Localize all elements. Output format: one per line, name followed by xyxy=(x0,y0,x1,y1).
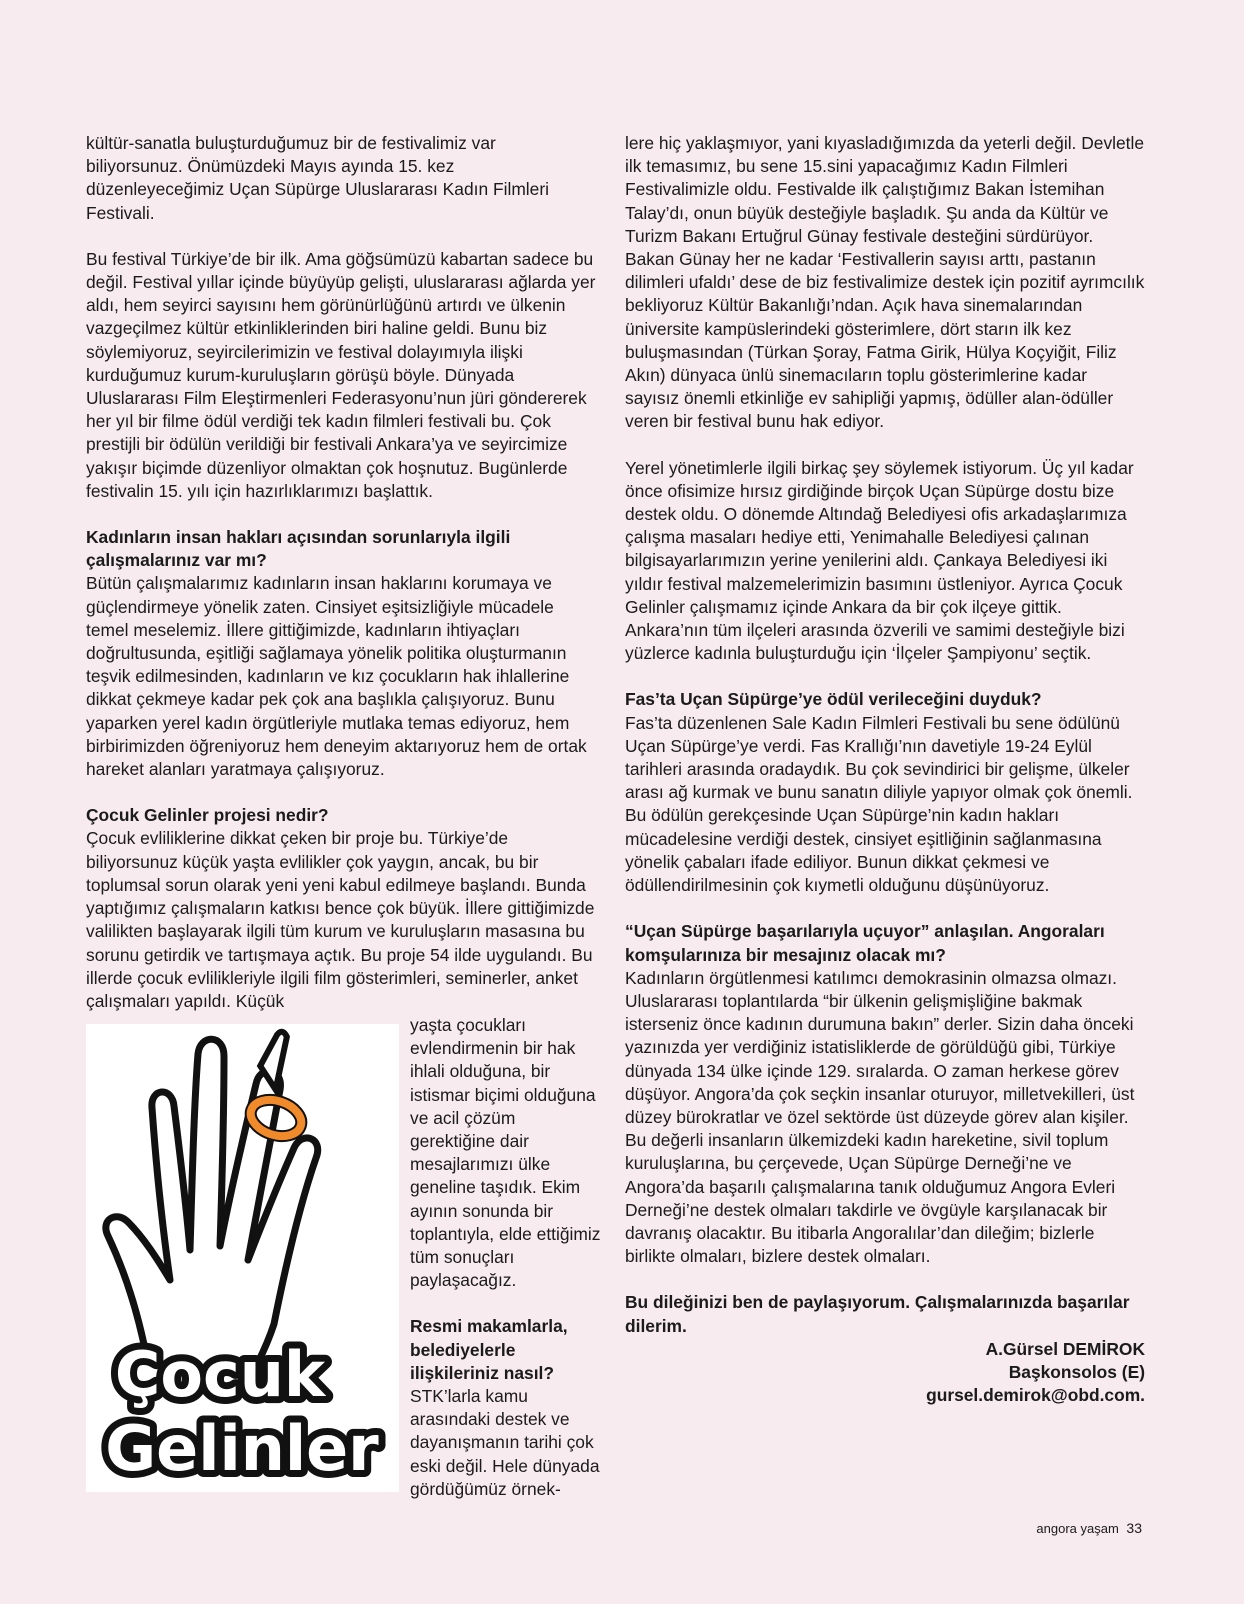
signature-title: Başkonsolos (E) xyxy=(1008,1361,1145,1382)
hand-outline-icon xyxy=(106,1039,318,1376)
question-heading: “Uçan Süpürge başarılarıyla uçuyor” anlaşılan. Angoraları komşularınıza bir mesajınız olacak mı? xyxy=(625,921,1105,965)
paragraph: Yerel yönetimlerle ilgili birkaç şey söylemek istiyorum. Üç yıl kadar önce ofisimize hırsız girdiğinde birçok Uçan Süpürge dostu bize destek oldu. O dönemde Altındağ Belediyesi ofis arkadaşlarımıza çalışma masaları hediye etti, Yenimahalle Belediyesi çalınan bilgisayarlarımızın yerine yenilerini aldı. Çankaya Belediyesi iki yıldır festival malzemelerimizin basımını üstleniyor. Ayrıca Çocuk Gelinler çalışmamız içinde Ankara da bir çok ilçeye gittik. Ankara’nın tüm ilçeleri arasında özverili ve samimi desteğiyle bizi yüzlerce kadınla buluşturduğu için ‘İlçeler Şampiyonu’ seçtik. xyxy=(625,457,1134,664)
question-heading: Fas’ta Uçan Süpürge’ye ödül verileceğini duyduk? xyxy=(625,689,1042,710)
page-number: 33 xyxy=(1126,1520,1142,1536)
left-column xyxy=(86,132,596,1013)
closing-remark: Bu dileğinizi ben de paylaşıyorum. Çalışmalarınızda başarılar dilerim. xyxy=(625,1292,1130,1336)
right-column xyxy=(625,132,1145,1407)
wrap-column xyxy=(410,1014,602,1501)
poster-title-line2: Gelinler xyxy=(105,1412,379,1485)
paragraph: yaşta çocukları evlendirmenin bir hak ihlali olduğuna, bir istismar biçimi olduğuna ve acil çözüm gerektiğine dair mesajlarımızı ülke geneline taşıdık. Ekim ayının sonunda bir toplantıyla, elde ettiğimiz tüm sonuçları paylaşacağız. xyxy=(410,1015,601,1291)
question-heading: Kadınların insan hakları açısından sorunlarıyla ilgili çalışmalarınız var mı? xyxy=(86,527,511,571)
answer-paragraph: Fas’ta düzenlenen Sale Kadın Filmleri Festivali bu sene ödülünü Uçan Süpürge’ye verdi. Fas Krallığı’nın davetiyle 19-24 Eylül tarihleri arasında oradaydık. Bu çok sevindirici bir gelişme, ülkeler arası ağ kurmak ve bunu sanatın diliyle yapıyor olmak çok önemli. Bu ödülün gerekçesinde Uçan Süpürge’nin kadın hakları mücadelesine verdiği destek, cinsiyet eşitliğinin sağlanmasına yönelik çabaları ifade ediliyor. Bunun dikkat çekmesi ve ödüllendirilmesinin çok kıymetli olduğunu düşünüyoruz. xyxy=(625,712,1133,896)
paragraph: Bu festival Türkiye’de bir ilk. Ama göğsümüzü kabartan sadece bu değil. Festival yıllar içinde büyüyüp gelişti, uluslararası ağlarda yer aldı, hem seyirci sayısını hem görünürlüğünü artırdı ve ülkenin vazgeçilmez kültür etkinliklerinden biri haline geldi. Bunu biz söylemiyoruz, seyircilerimizin ve festival dolayımıyla ilişki kurduğumuz kurum-kuruluşların görüşü böyle. Dünyada Uluslararası Film Eleştirmenleri Federasyonu’nun jüri göndererek her yıl bir filme ödül verdiği tek kadın filmleri festivali bu. Çok prestijli bir ödülün verildiği bir festivali Ankara’ya ve seyircimize yakışır biçimde düzenliyor olmaktan çok hoşnutuz. Bugünlerde festivalin 15. yılı için hazırlıklarımızı başlattık. xyxy=(86,248,596,501)
signature-name: A.Gürsel DEMİROK xyxy=(985,1338,1145,1359)
paragraph: lere hiç yaklaşmıyor, yani kıyasladığımızda da yeterli değil. Devletle ilk temasımız, bu sene 15.sini yapacağımız Kadın Filmleri Festivalimizle oldu. Festivalde ilk çalıştığımız Bakan İstemihan Talay’dı, onun büyük desteğiyle başladık. Şu anda da Kültür ve Turizm Bakanı Ertuğrul Günay festivale desteğini sürdürüyor. Bakan Günay her ne kadar ‘Festivallerin sayısı arttı, pastanın dilimleri ufaldı’ dese de biz festivalimize destek için pozitif ayrımcılık bekliyoruz Kültür Bakanlığı’ndan. Açık hava sinemalarından üniversite kampüslerindeki gösterimlere, dört starın ilk kez buluşmasından (Türkan Şoray, Fatma Girik, Hülya Koçyiğit, Filiz Akın) dünyaca ünlü sinemacıların toplu gösterimlerine kadar sayısız önemli etkinliğe ev sahipliği yapmış, ödüller alan-ödüller veren bir festival bunu hak ediyor. xyxy=(625,133,1145,432)
signature-email[interactable]: gursel.demirok@obd.com. xyxy=(926,1385,1145,1406)
question-heading: Resmi makamlarla, belediyelerle ilişkileriniz nasıl? xyxy=(410,1316,568,1383)
qa-block xyxy=(625,920,1145,1268)
hand-ring-illustration xyxy=(86,1024,399,1492)
answer-text: STK’larla kamu arasındaki destek ve dayanışmanın tarihi çok eski değil. Hele dünyada gördüğümüz örnek- xyxy=(410,1386,600,1499)
poster-title-line1: Çocuk xyxy=(114,1338,326,1411)
paragraph: kültür-sanatla buluşturduğumuz bir de festivalimiz var biliyorsunuz. Önümüzdeki Mayıs ayında 15. kez düzenleyeceğimiz Uçan Süpürge Uluslararası Kadın Filmleri Festivali. xyxy=(86,133,549,223)
answer-paragraph: Bütün çalışmalarımız kadınların insan haklarını korumaya ve güçlendirmeye yönelik zaten. Cinsiyet eşitsizliğiyle mücadele temel meselemiz. İllere gittiğimizde, kadınların ihtiyaçları doğrultusunda, eşitliği sağlamaya yönelik politika oluşturmanın teşvik edilmesinden, kadınların ve kız çocukların hak ihlallerine dikkat çekmeye kadar pek çok ana başlıkla çalışıyoruz. Bunu yaparken yerel kadın örgütleriyle mutlaka temas ediyoruz, hem birbirimizden öğreniyoruz hem deneyim aktarıyoruz hem de ortak hareket alanları yaratmaya çalışıyoruz. xyxy=(86,573,587,780)
answer-paragraph: Kadınların örgütlenmesi katılımcı demokrasinin olmazsa olmazı. Uluslararası toplantılarda “bir ülkenin gelişmişliğine bakmak isterseniz önce kadının durumuna bakın” derler. Sizin daha önceki yazınızda yer verdiğiniz istatisliklerde de görüldüğü gibi, Türkiye dünyada 134 ülke içinde 129. sıralarda. O zaman herkese görev düşüyor. Angora’da çok seçkin insanlar oturuyor, milletvekilleri, üst düzey bürokratlar ve özel sektörde üst düzeyde görev alan kişiler. Bu değerli insanların ülkemizdeki kadın hareketine, sivil toplum kuruluşlarına, bu çerçevede, Uçan Süpürge Derneği’ne ve Angora’da başarılı çalışmalarına tanık olduğumuz Angora Evleri Derneği’ne destek olmaları takdirle ve övgüyle karşılanacak bir davranış olacaktır. Bu itibarla Angoralılar’dan dileğim; bizlerle birlikte olmaları, bizlere destek olmaları. xyxy=(625,967,1135,1267)
qa-block xyxy=(625,688,1145,897)
page-footer xyxy=(1036,1520,1142,1536)
qa-block xyxy=(86,526,596,781)
signature-block xyxy=(625,1338,1145,1408)
answer-paragraph: Çocuk evliliklerine dikkat çeken bir proje bu. Türkiye’de biliyorsunuz küçük yaşta evlilikler çok yaygın, ancak, bu bir toplumsal sorun olarak yeni yeni kabul edilmeye başlandı. Bunda yaptığımız çalışmaların katkısı bence çok büyük. İllere gittiğimizde valilikten başlayarak ilgili tüm kurum ve kuruluşların masasına bu sorunu getirdik ve tartışmaya açtık. Bu proje 54 ilde uygulandı. Bu illerde çocuk evlilikleriyle ilgili film gösterimleri, seminerler, anket çalışmaları yapıldı. Küçük xyxy=(86,828,595,1011)
qa-inline xyxy=(410,1315,602,1501)
magazine-name: angora yaşam xyxy=(1036,1521,1119,1536)
qa-block xyxy=(86,804,596,1013)
question-heading: Çocuk Gelinler projesi nedir? xyxy=(86,805,329,826)
cocuk-gelinler-poster xyxy=(86,1024,399,1492)
